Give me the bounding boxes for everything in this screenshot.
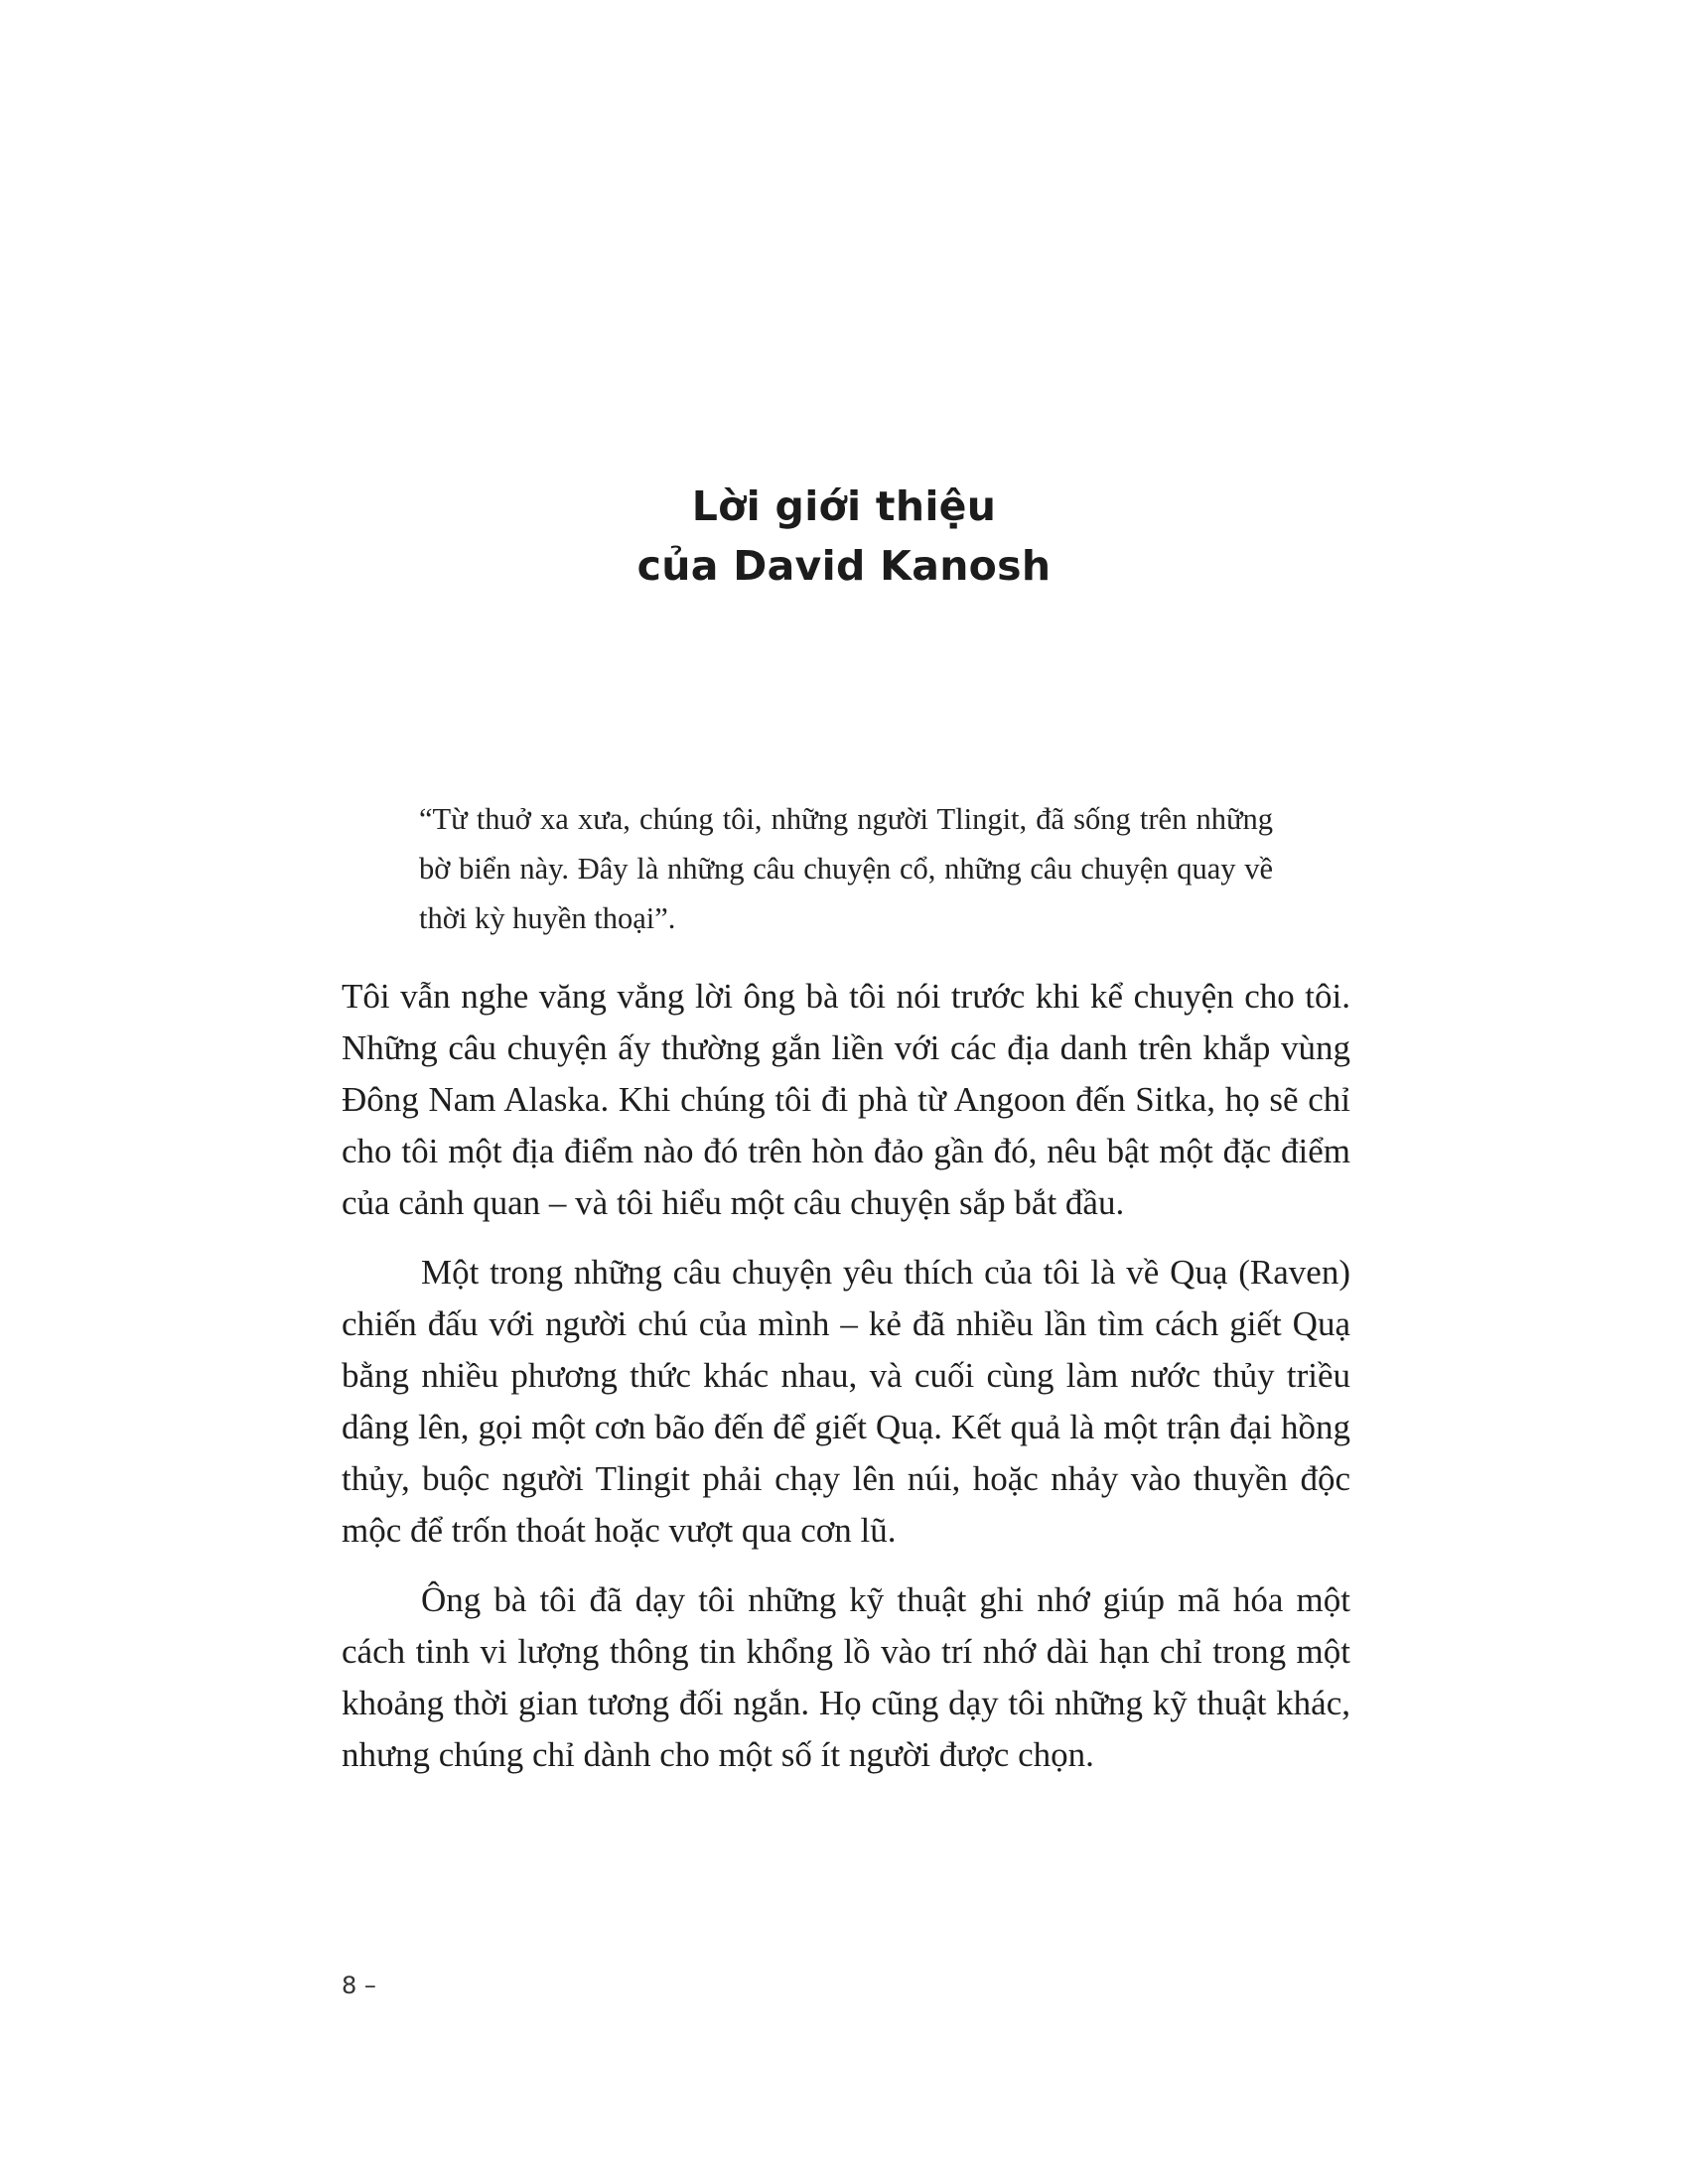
body-paragraph-1: Tôi vẫn nghe văng vẳng lời ông bà tôi nói trước khi kể chuyện cho tôi. Những câu chuyện ấy thường gắn liền với các địa danh trên khắp vùng Đông Nam Alaska. Khi chúng tôi đi phà từ Angoon đến Sitka, họ sẽ chỉ cho tôi một địa điểm nào đó trên hòn đảo gần đó, nêu bật một đặc điểm của cảnh quan – và tôi hiểu một câu chuyện sắp bắt đầu. — [342, 977, 1350, 1222]
chapter-title-line-2: của David Kanosh — [636, 542, 1052, 590]
body-paragraph-2: Một trong những câu chuyện yêu thích của tôi là về Quạ (Raven) chiến đấu với người chú của mình – kẻ đã nhiều lần tìm cách giết Quạ bằng nhiều phương thức khác nhau, và cuối cùng làm nước thủy triều dâng lên, gọi một cơn bão đến để giết Quạ. Kết quả là một trận đại hồng thủy, buộc người Tlingit phải chạy lên núi, hoặc nhảy vào thuyền độc mộc để trốn thoát hoặc vượt qua cơn lũ. — [342, 1253, 1350, 1550]
epigraph-quote: “Từ thuở xa xưa, chúng tôi, những người Tlingit, đã sống trên những bờ biển này. Đây là những câu chuyện cổ, những câu chuyện quay về thời kỳ huyền thoại”. — [419, 802, 1273, 935]
chapter-title — [0, 477, 1688, 596]
page-number: 8 – — [342, 1972, 376, 1999]
body-paragraph-3: Ông bà tôi đã dạy tôi những kỹ thuật ghi nhớ giúp mã hóa một cách tinh vi lượng thông tin khổng lồ vào trí nhớ dài hạn chỉ trong một khoảng thời gian tương đối ngắn. Họ cũng dạy tôi những kỹ thuật khác, nhưng chúng chỉ dành cho một số ít người được chọn. — [342, 1580, 1350, 1774]
body-text — [342, 971, 1350, 1799]
chapter-title-line-1: Lời giới thiệu — [691, 482, 997, 530]
